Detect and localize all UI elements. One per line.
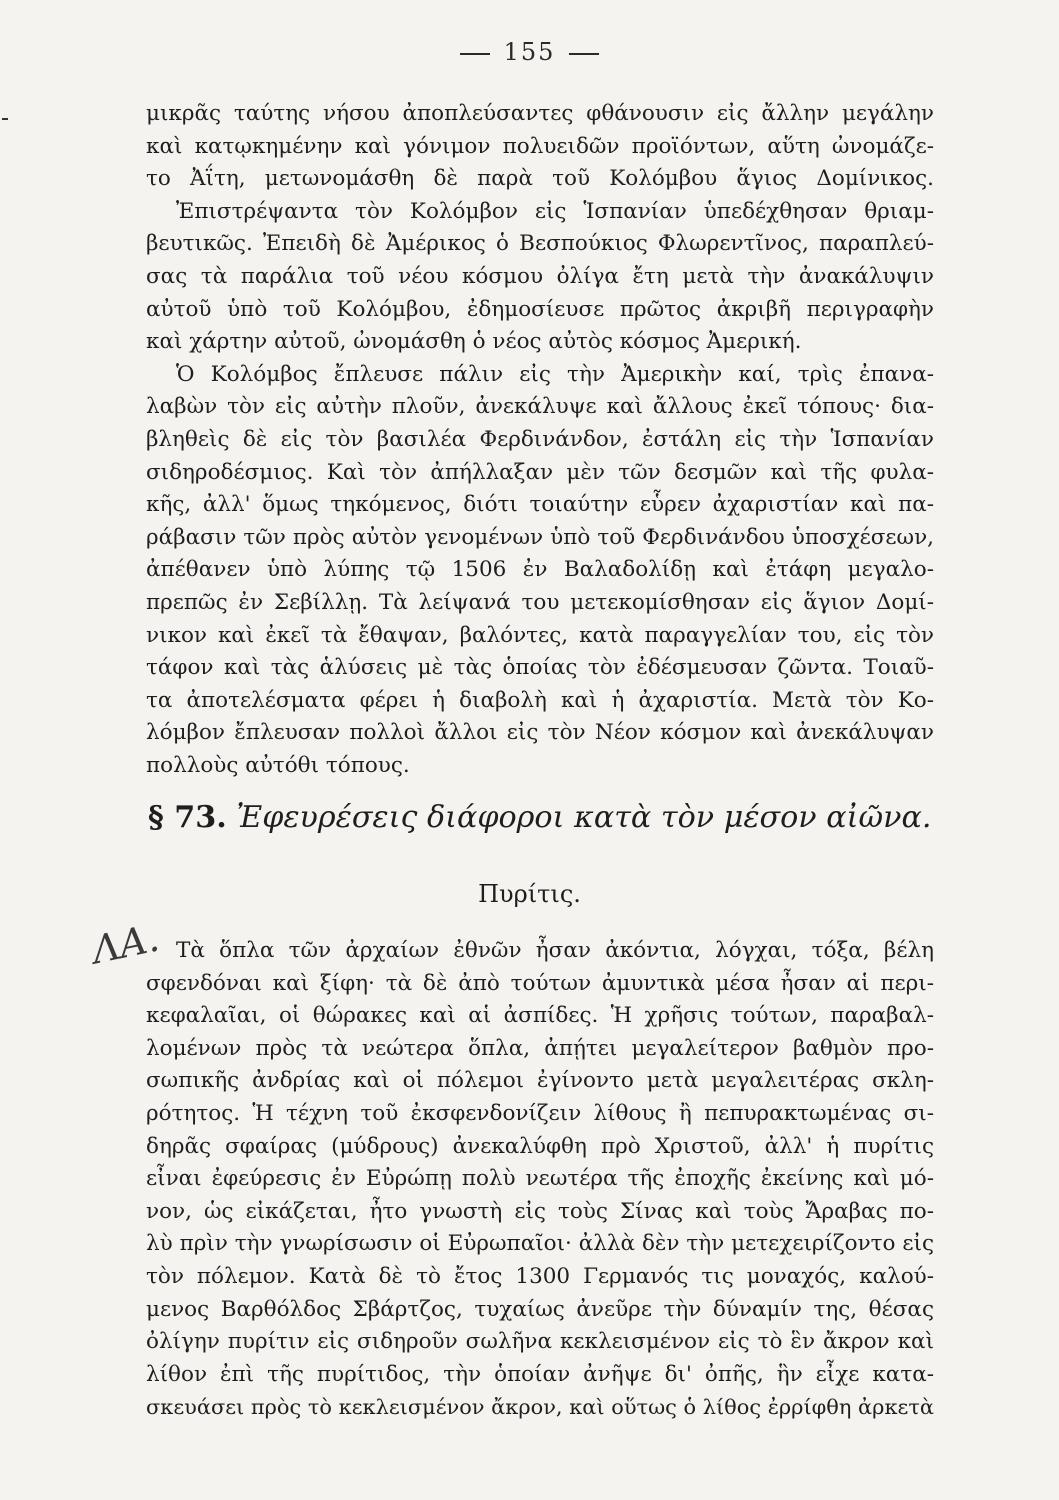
section-number: § 73. <box>148 800 227 835</box>
paragraph-columbus <box>146 98 934 782</box>
text-line: λόμβον ἔπλευσαν πολλοὶ ἄλλοι εἰς τὸν Νέον κόσμον καὶ ἀνεκάλυψαν <box>146 720 934 746</box>
text-line: ράβασιν τῶν πρὸς αὐτὸν γενομένων ὑπὸ τοῦ Φερδινάνδου ὑποσχέσεων, <box>146 524 934 550</box>
text-line: λὺ πρὶν τὴν γνωρίσωσιν οἱ Εὐρωπαῖοι· ἀλλὰ δὲν τὴν μετεχειρίζοντο εἰς <box>146 1231 934 1257</box>
text-line: μικρᾶς ταύτης νήσου ἀποπλεύσαντες φθάνουσιν εἰς ἄλλην μεγάλην <box>146 101 934 126</box>
text-line: σας τὰ παράλια τοῦ νέου κόσμου ὀλίγα ἔτη μετὰ τὴν ἀνακάλυψιν <box>146 263 934 289</box>
text-line: σωπικῆς ἀνδρίας καὶ οἱ πόλεμοι ἐγίνοντο μετὰ μεγαλειτέρας σκλη- <box>146 1068 934 1094</box>
margin-tick <box>2 118 8 120</box>
header-dash-left <box>460 53 490 55</box>
text-line: πρεπῶς ἐν Σεβίλλῃ. Τὰ λείψανά του μετεκομίσθησαν εἰς ἅγιον Δομί- <box>146 589 934 615</box>
text-line: τα ἀποτελέσματα φέρει ἡ διαβολὴ καὶ ἡ ἀχαριστία. Μετὰ τὸν Κο- <box>146 687 934 713</box>
text-line: λομένων πρὸς τὰ νεώτερα ὅπλα, ἀπῄτει μεγαλείτερον βαθμὸν προ- <box>146 1035 934 1061</box>
page-header <box>0 38 1059 66</box>
text-line: Ὁ Κολόμβος ἔπλευσε πάλιν εἰς τὴν Ἀμερικὴν καί, τρὶς ἐπανα- <box>176 361 934 387</box>
text-line: δηρᾶς σφαίρας (μύδρους) ἀνεκαλύφθη πρὸ Χριστοῦ, ἀλλ' ἡ πυρίτις <box>146 1133 934 1159</box>
text-line: σιδηροδέσμιος. Καὶ τὸν ἀπήλλαξαν μὲν τῶν δεσμῶν καὶ τῆς φυλα- <box>146 459 934 485</box>
text-line: Τὰ ὅπλα τῶν ἀρχαίων ἐθνῶν ἦσαν ἀκόντια, λόγχαι, τόξα, βέλη <box>176 938 934 963</box>
text-line: κεφαλαῖαι, οἱ θώρακες καὶ αἱ ἀσπίδες. Ἡ χρῆσις τούτων, παραβαλ- <box>146 1003 934 1029</box>
text-line: ρότητος. Ἡ τέχνη τοῦ ἐκσφενδονίζειν λίθους ἢ πεπυρακτωμένας σι- <box>146 1100 934 1126</box>
text-line: κῆς, ἀλλ' ὅμως τηκόμενος, διότι τοιαύτην εὗρεν ἀχαριστίαν καὶ πα- <box>146 492 934 518</box>
page-number: 155 <box>503 38 556 66</box>
text-line: νικον καὶ ἐκεῖ τὰ ἔθαψαν, βαλόντες, κατὰ παραγγελίαν του, εἰς τὸν <box>146 622 934 648</box>
section-subtitle: Πυρίτις. <box>478 880 581 908</box>
text-line: το Ἀΐτη, μετωνομάσθη δὲ παρὰ τοῦ Κολόμβου ἅγιος Δομίνικος. <box>146 166 934 192</box>
text-line: Ἐπιστρέψαντα τὸν Κολόμβον εἰς Ἱσπανίαν ὑπεδέχθησαν θριαμ- <box>176 198 934 224</box>
text-line: νον, ὡς εἰκάζεται, ἦτο γνωστὴ εἰς τοὺς Σίνας καὶ τοὺς Ἄραβας πο- <box>146 1198 934 1224</box>
text-line: ἀπέθανεν ὑπὸ λύπης τῷ 1506 ἐν Βαλαδολίδῃ καὶ ἐτάφη μεγαλο- <box>146 557 934 583</box>
text-line: βευτικῶς. Ἐπειδὴ δὲ Ἀμέρικος ὁ Βεσπούκιος Φλωρεντῖνος, παραπλεύ- <box>146 231 934 257</box>
text-line: σφενδόναι καὶ ξίφη· τὰ δὲ ἀπὸ τούτων ἀμυντικὰ μέσα ἦσαν αἱ περι- <box>146 970 934 996</box>
text-line: σκευάσει πρὸς τὸ κεκλεισμένον ἄκρον, καὶ οὕτως ὁ λίθος ἐρρίφθη ἀρκετὰ <box>146 1395 934 1420</box>
text-line: λίθον ἐπὶ τῆς πυρίτιδος, τὴν ὁποίαν ἀνῆψε δι' ὀπῆς, ἣν εἶχε κατα- <box>146 1361 934 1387</box>
text-line: αὐτοῦ ὑπὸ τοῦ Κολόμβου, ἐδημοσίευσε πρῶτος ἀκριβῆ περιγραφὴν <box>146 296 934 322</box>
text-line: λαβὼν τὸν εἰς αὐτὴν πλοῦν, ἀνεκάλυψε καὶ ἄλλους ἐκεῖ τόπους· δια- <box>146 394 934 420</box>
text-line: ὀλίγην πυρίτιν εἰς σιδηροῦν σωλῆνα κεκλεισμένον εἰς τὸ ἓν ἄκρον καὶ <box>146 1329 934 1355</box>
section-title: Ἐφευρέσεις διάφοροι κατὰ τὸν μέσον αἰῶνα. <box>236 800 932 835</box>
text-line: βληθεὶς δὲ εἰς τὸν βασιλέα Φερδινάνδον, ἐστάλη εἰς τὴν Ἱσπανίαν <box>146 426 934 452</box>
text-line: μενος Βαρθόλδος Σβάρτζος, τυχαίως ἀνεῦρε τὴν δύναμίν της, θέσας <box>146 1296 934 1322</box>
text-line: εἶναι ἐφεύρεσις ἐν Εὐρώπῃ πολὺ νεωτέρα τῆς ἐποχῆς ἐκείνης καὶ μό- <box>146 1166 934 1192</box>
text-line: καὶ χάρτην αὐτοῦ, ὠνομάσθη ὁ νέος αὐτὸς κόσμος Ἀμερική. <box>146 329 802 355</box>
text-line: πολλοὺς αὐτόθι τόπους. <box>146 752 410 778</box>
text-line: τὸν πόλεμον. Κατὰ δὲ τὸ ἔτος 1300 Γερμανός τις μοναχός, καλού- <box>146 1263 934 1289</box>
section-heading <box>148 800 938 835</box>
handwritten-margin-note: ΛΑ. <box>88 915 163 973</box>
text-line: καὶ κατῳκημένην καὶ γόνιμον πολυειδῶν προϊόντων, αὕτη ὠνομάζε- <box>146 133 934 159</box>
text-line: τάφον καὶ τὰς ἁλύσεις μὲ τὰς ὁποίας τὸν ἐδέσμευσαν ζῶντα. Τοιαῦ- <box>146 655 934 681</box>
header-dash-right <box>569 53 599 55</box>
paragraph-gunpowder <box>146 935 934 1424</box>
